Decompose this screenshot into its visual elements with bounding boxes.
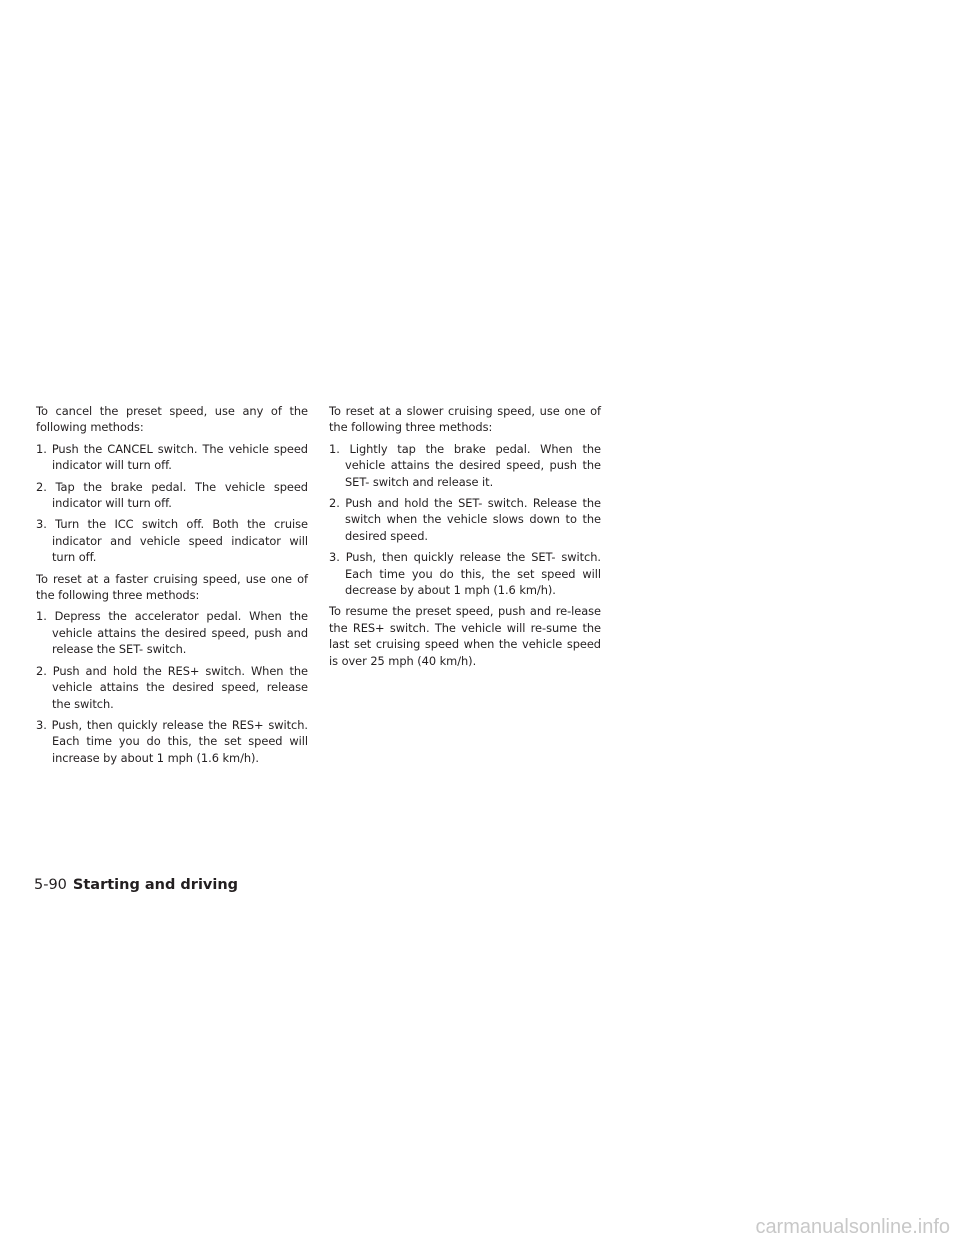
list-item: 1. Lightly tap the brake pedal. When the vehicle attains the desired speed, push the SET- switch and release it. bbox=[329, 441, 601, 489]
faster-methods-list bbox=[36, 608, 308, 766]
page-number: 5-90 bbox=[34, 877, 67, 893]
cancel-intro: To cancel the preset speed, use any of the following methods: bbox=[36, 404, 308, 435]
resume-paragraph: To resume the preset speed, push and re-lease the RES+ switch. The vehicle will re-sume the last set cruising speed when the vehicle speed is over 25 mph (40 km/h). bbox=[329, 604, 601, 668]
slower-intro: To reset at a slower cruising speed, use one of the following three methods: bbox=[329, 404, 601, 435]
cancel-methods-list bbox=[36, 441, 308, 566]
list-item: 3. Push, then quickly release the RES+ switch. Each time you do this, the set speed will increase by about 1 mph (1.6 km/h). bbox=[36, 717, 308, 765]
list-item: 3. Push, then quickly release the SET- switch. Each time you do this, the set speed will decrease by about 1 mph (1.6 km/h). bbox=[329, 550, 601, 598]
right-column bbox=[329, 403, 601, 674]
list-item: 2. Tap the brake pedal. The vehicle speed indicator will turn off. bbox=[36, 479, 308, 511]
faster-intro: To reset at a faster cruising speed, use one of the following three methods: bbox=[36, 571, 308, 603]
list-item: 1. Depress the accelerator pedal. When the vehicle attains the desired speed, push and release the SET- switch. bbox=[36, 609, 308, 657]
list-item: 1. Push the CANCEL switch. The vehicle speed indicator will turn off. bbox=[36, 441, 308, 473]
watermark: carmanualsonline.info bbox=[755, 1216, 950, 1238]
left-column bbox=[36, 403, 308, 771]
slower-methods-list bbox=[329, 441, 601, 599]
section-title: Starting and driving bbox=[72, 877, 239, 893]
page-footer bbox=[34, 876, 238, 894]
list-item: 2. Push and hold the RES+ switch. When the vehicle attains the desired speed, release the switch. bbox=[36, 663, 308, 711]
list-item: 2. Push and hold the SET- switch. Release the switch when the vehicle slows down to the desired speed. bbox=[329, 496, 601, 543]
list-item: 3. Turn the ICC switch off. Both the cruise indicator and vehicle speed indicator will turn off. bbox=[36, 517, 308, 565]
